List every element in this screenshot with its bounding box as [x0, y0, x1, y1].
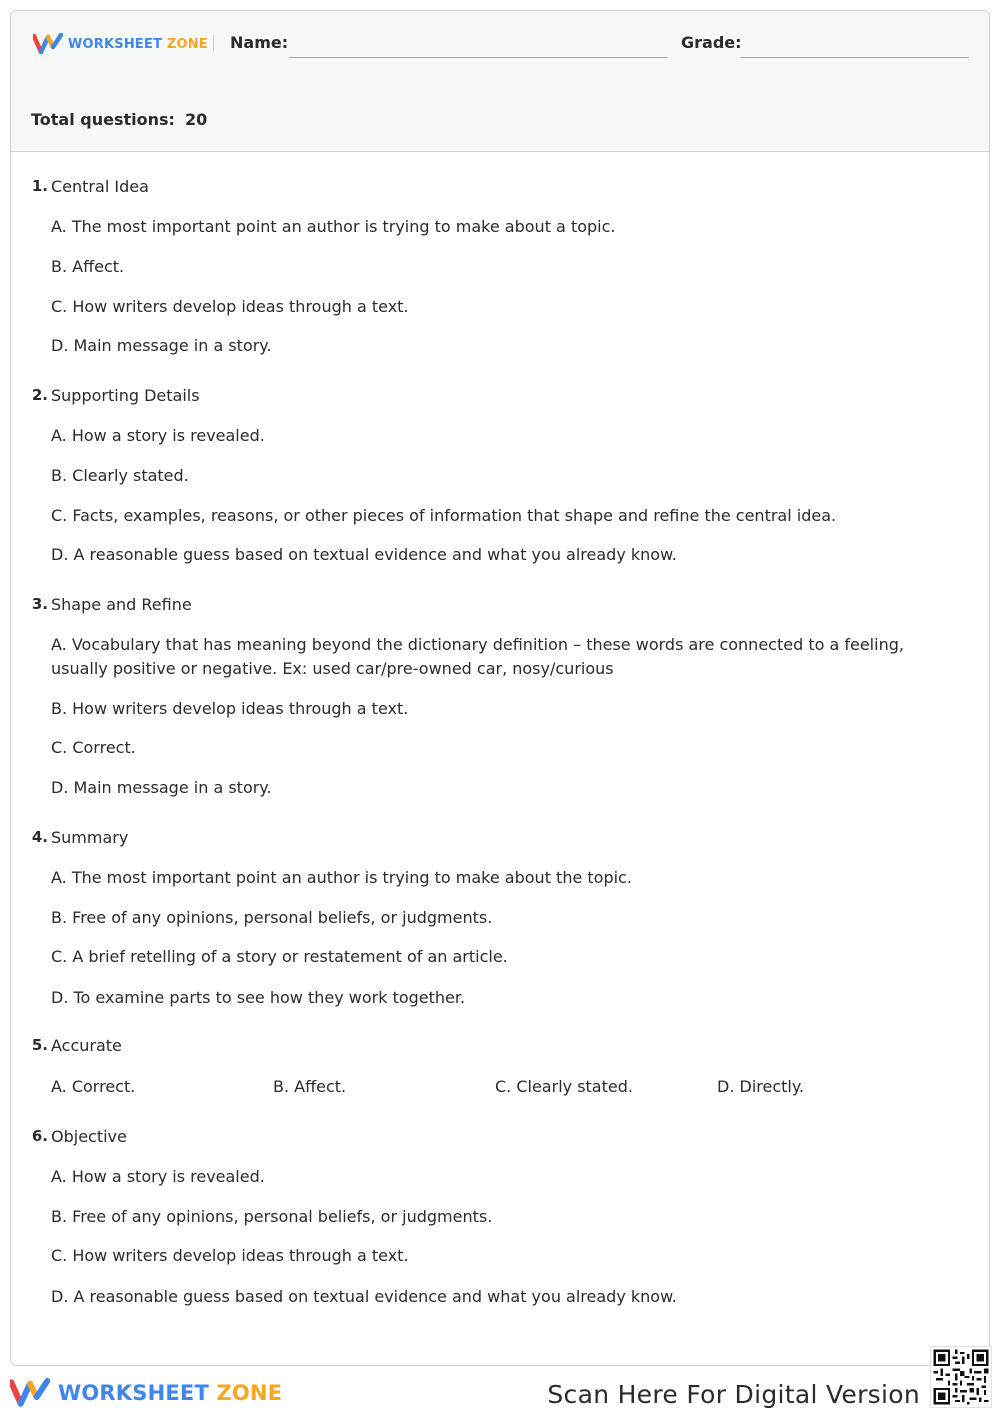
header-brand [33, 32, 208, 56]
question-number: 4. [31, 828, 48, 846]
option-d[interactable]: D. A reasonable guess based on textual evidence and what you already know. [51, 545, 677, 564]
total-questions-value: 20 [184, 110, 208, 129]
name-label: Name: [230, 33, 289, 52]
option-b[interactable]: B. Affect. [51, 257, 125, 276]
question-title: Central Idea [51, 177, 149, 196]
option-d[interactable]: D. To examine parts to see how they work together. [51, 988, 466, 1007]
option-d[interactable]: D. Main message in a story. [51, 336, 272, 355]
footer-brand-name [58, 1381, 282, 1405]
question-number: 2. [31, 386, 48, 404]
option-b[interactable]: B. Affect. [273, 1077, 347, 1096]
option-c[interactable]: C. Facts, examples, reasons, or other pieces of information that shape and refine the central idea. [51, 506, 837, 525]
question-number: 1. [31, 177, 48, 195]
worksheet-zone-logo-icon [33, 33, 63, 55]
option-c[interactable]: C. Clearly stated. [495, 1077, 633, 1096]
brand-word-zone: ZONE [166, 36, 208, 52]
question-title: Accurate [51, 1036, 122, 1055]
total-questions-label: Total questions: [31, 110, 175, 129]
question-title: Summary [51, 828, 129, 847]
footer-brand-word-zone: ZONE [216, 1381, 283, 1405]
question-number: 6. [31, 1127, 48, 1145]
worksheet-page [10, 10, 990, 1366]
question-number: 3. [31, 595, 48, 613]
worksheet-zone-logo-icon [10, 1378, 50, 1408]
option-a[interactable]: A. The most important point an author is trying to make about a topic. [51, 217, 616, 236]
brand-word-worksheet: WORKSHEET [68, 36, 163, 52]
option-a[interactable]: A. How a story is revealed. [51, 1167, 265, 1186]
question-title: Supporting Details [51, 386, 200, 405]
worksheet-header [11, 11, 989, 152]
option-c[interactable]: C. Correct. [51, 738, 136, 757]
option-d[interactable]: D. A reasonable guess based on textual evidence and what you already know. [51, 1287, 677, 1306]
option-c[interactable]: C. A brief retelling of a story or restatement of an article. [51, 947, 508, 966]
option-a[interactable]: A. Vocabulary that has meaning beyond the dictionary definition – these words are connected to a feeling, usually positive or negative. Ex: used car/pre-owned car, nosy/curious [51, 635, 904, 678]
name-field[interactable] [289, 57, 667, 58]
qr-code-icon[interactable] [930, 1346, 992, 1408]
option-b[interactable]: B. How writers develop ideas through a text. [51, 699, 409, 718]
option-b[interactable]: B. Free of any opinions, personal beliefs, or judgments. [51, 1207, 493, 1226]
option-a[interactable]: A. The most important point an author is trying to make about the topic. [51, 868, 632, 887]
option-c[interactable]: C. How writers develop ideas through a text. [51, 297, 409, 316]
option-d[interactable]: D. Main message in a story. [51, 778, 272, 797]
brand-divider [213, 35, 214, 51]
brand-name [68, 37, 208, 52]
footer-brand-word-worksheet: WORKSHEET [58, 1381, 209, 1405]
option-d[interactable]: D. Directly. [717, 1077, 805, 1096]
question-title: Shape and Refine [51, 595, 192, 614]
option-a[interactable]: A. Correct. [51, 1077, 136, 1096]
grade-field[interactable] [741, 57, 969, 58]
question-number: 5. [31, 1036, 48, 1054]
question-title: Objective [51, 1127, 127, 1146]
option-a[interactable]: A. How a story is revealed. [51, 426, 265, 445]
grade-label: Grade: [681, 33, 742, 52]
option-c[interactable]: C. How writers develop ideas through a text. [51, 1246, 409, 1265]
total-questions [31, 110, 207, 129]
scan-caption: Scan Here For Digital Version [547, 1380, 920, 1409]
option-b[interactable]: B. Free of any opinions, personal beliefs, or judgments. [51, 908, 493, 927]
option-b[interactable]: B. Clearly stated. [51, 466, 189, 485]
footer-brand [10, 1377, 282, 1409]
